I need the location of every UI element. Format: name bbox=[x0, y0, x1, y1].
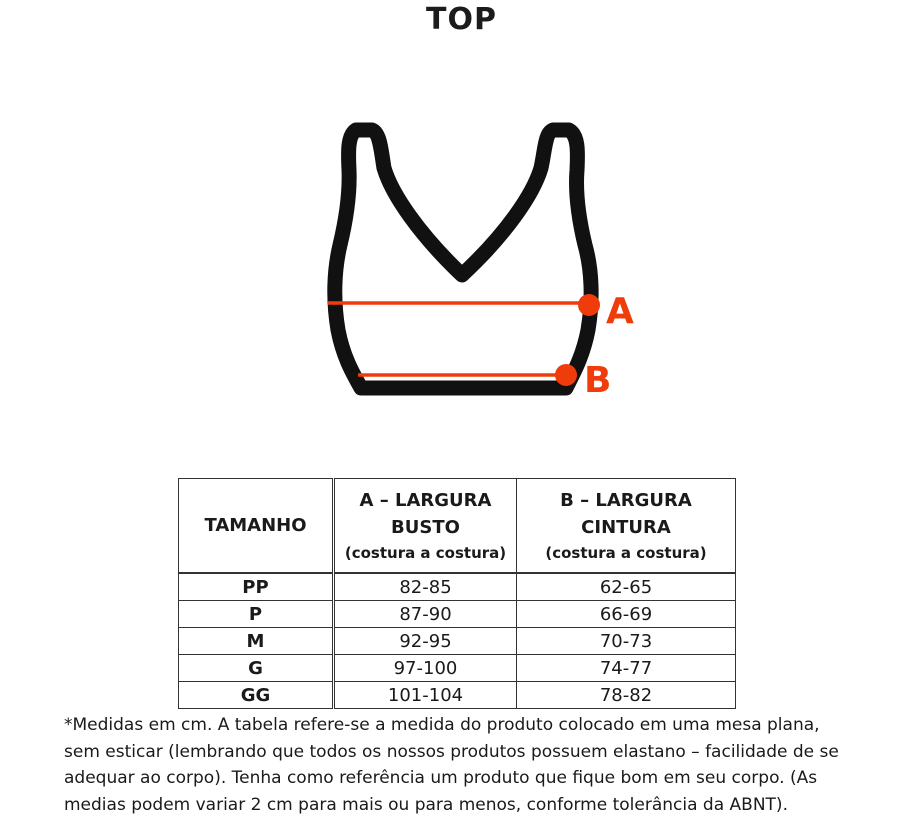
marker-b-label: B bbox=[584, 360, 612, 401]
bust-cell: 97-100 bbox=[334, 655, 517, 682]
header-a-line2: BUSTO bbox=[391, 516, 460, 538]
size-table bbox=[178, 478, 736, 709]
size-cell: PP bbox=[179, 573, 334, 601]
table-header-row bbox=[179, 479, 736, 574]
marker-a-label: A bbox=[606, 291, 634, 332]
header-size bbox=[179, 479, 334, 574]
header-b-line2: CINTURA bbox=[581, 516, 671, 538]
table-row bbox=[179, 682, 736, 709]
header-a-sub: (costura a costura) bbox=[344, 543, 507, 562]
waist-cell: 78-82 bbox=[517, 682, 736, 709]
bust-cell: 101-104 bbox=[334, 682, 517, 709]
measurement-note: *Medidas em cm. A tabela refere-se a medida do produto colocado em uma mesa plana, sem esticar (lembrando que todos os nossos produtos possuem elastano – facilidade de se adequar ao corpo). Tenha como referência um produto que fique bom em seu corpo. (As medias podem variar 2 cm para mais ou para menos, conforme tolerância da ABNT). bbox=[64, 715, 839, 815]
header-a bbox=[334, 479, 517, 574]
garment-hem bbox=[361, 381, 566, 393]
bust-cell: 92-95 bbox=[334, 628, 517, 655]
waist-cell: 66-69 bbox=[517, 601, 736, 628]
table-row bbox=[179, 628, 736, 655]
size-cell: G bbox=[179, 655, 334, 682]
waist-cell: 70-73 bbox=[517, 628, 736, 655]
header-size-label: TAMANHO bbox=[204, 515, 307, 536]
bust-cell: 82-85 bbox=[334, 573, 517, 601]
measure-point-a bbox=[578, 294, 600, 316]
size-cell: P bbox=[179, 601, 334, 628]
bust-cell: 87-90 bbox=[334, 601, 517, 628]
size-cell: M bbox=[179, 628, 334, 655]
table-row bbox=[179, 573, 736, 601]
garment-outline bbox=[335, 130, 591, 388]
header-b bbox=[517, 479, 736, 574]
measure-point-b bbox=[555, 364, 577, 386]
header-b-line1: B – LARGURA bbox=[560, 489, 692, 511]
table-row bbox=[179, 601, 736, 628]
waist-cell: 74-77 bbox=[517, 655, 736, 682]
waist-cell: 62-65 bbox=[517, 573, 736, 601]
table-row bbox=[179, 655, 736, 682]
header-b-sub: (costura a costura) bbox=[545, 543, 707, 562]
header-a-line1: A – LARGURA bbox=[359, 489, 492, 511]
page-title: TOP bbox=[426, 2, 497, 37]
size-cell: GG bbox=[179, 682, 334, 709]
